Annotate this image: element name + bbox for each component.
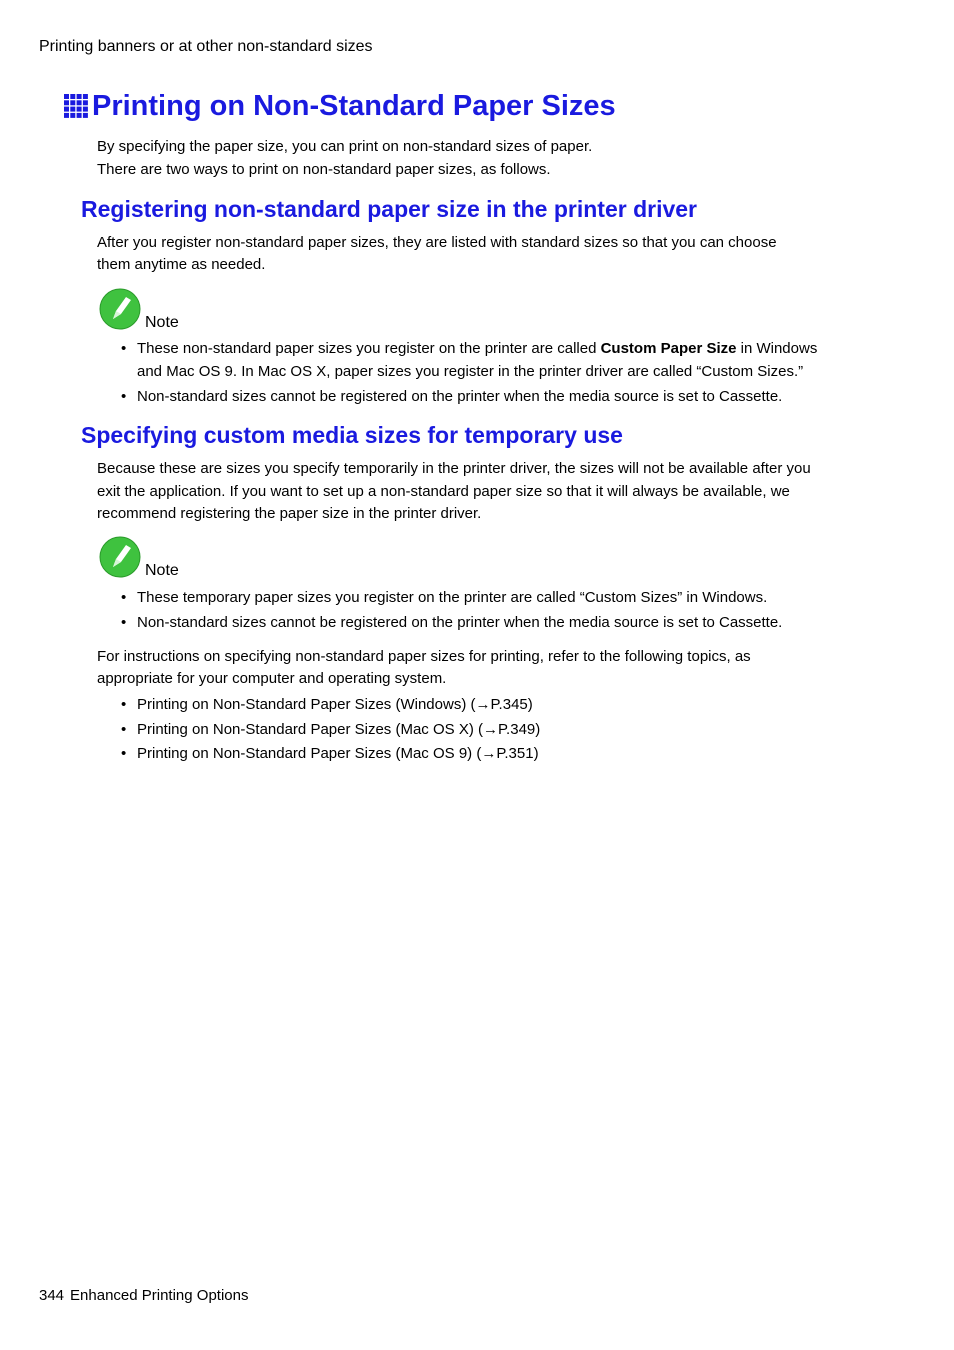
link-windows[interactable]: Printing on Non-Standard Paper Sizes (Windows) (→P.345) bbox=[137, 696, 533, 713]
section1-body-line2: them anytime as needed. bbox=[97, 256, 266, 273]
footer-section: Enhanced Printing Options bbox=[70, 1287, 249, 1304]
list-item: • These temporary paper sizes you register on the printer are called “Custom Sizes” in Windows. bbox=[121, 589, 768, 606]
list-item: • These non-standard paper sizes you register on the printer are called Custom Paper Size in Windows and Mac OS 9. In Mac OS X, paper sizes you register in the printer driver are called “Custom Sizes.” bbox=[121, 340, 818, 380]
page-title bbox=[64, 88, 616, 124]
link-mac-os-9[interactable]: Printing on Non-Standard Paper Sizes (Mac OS 9) (→P.351) bbox=[137, 745, 539, 762]
section2-body-line1: Because these are sizes you specify temporarily in the printer driver, the sizes will not be available after you bbox=[97, 460, 811, 477]
note-label: Note bbox=[145, 562, 179, 579]
list-item: • Non-standard sizes cannot be registered on the printer when the media source is set to Cassette. bbox=[121, 388, 783, 405]
instructions-line2: appropriate for your computer and operating system. bbox=[97, 670, 447, 687]
pencil-icon bbox=[99, 288, 141, 330]
section2-body-line2: exit the application. If you want to set up a non-standard paper size so that it will always be available, we bbox=[97, 483, 790, 500]
section2-body-line3: recommend registering the paper size in the printer driver. bbox=[97, 505, 482, 522]
intro-line-1: By specifying the paper size, you can print on non-standard sizes of paper. bbox=[97, 138, 593, 155]
grid-icon bbox=[64, 94, 88, 118]
page-title-text: Printing on Non-Standard Paper Sizes bbox=[92, 89, 616, 122]
section1-body-line1: After you register non-standard paper sizes, they are listed with standard sizes so that you can choose bbox=[97, 234, 777, 251]
page-footer bbox=[39, 1287, 248, 1304]
list-item: • Printing on Non-Standard Paper Sizes (Mac OS 9) (→P.351) bbox=[121, 742, 876, 765]
link-mac-os-x[interactable]: Printing on Non-Standard Paper Sizes (Mac OS X) (→P.349) bbox=[137, 721, 541, 738]
instructions-line1: For instructions on specifying non-standard paper sizes for printing, refer to the following topics, as bbox=[97, 648, 751, 665]
pencil-icon bbox=[99, 536, 141, 578]
section2-heading: Specifying custom media sizes for temporary use bbox=[81, 422, 623, 448]
note-label: Note bbox=[145, 314, 179, 331]
list-item: • Non-standard sizes cannot be registered on the printer when the media source is set to Cassette. bbox=[121, 614, 783, 631]
list-item: • Printing on Non-Standard Paper Sizes (Mac OS X) (→P.349) bbox=[121, 718, 876, 741]
page-number: 344 bbox=[39, 1287, 65, 1304]
running-head: Printing banners or at other non-standard sizes bbox=[39, 38, 373, 55]
intro-line-2: There are two ways to print on non-standard paper sizes, as follows. bbox=[97, 161, 551, 178]
list-item: • Printing on Non-Standard Paper Sizes (Windows) (→P.345) bbox=[121, 693, 876, 716]
section1-heading: Registering non-standard paper size in the printer driver bbox=[81, 196, 698, 222]
